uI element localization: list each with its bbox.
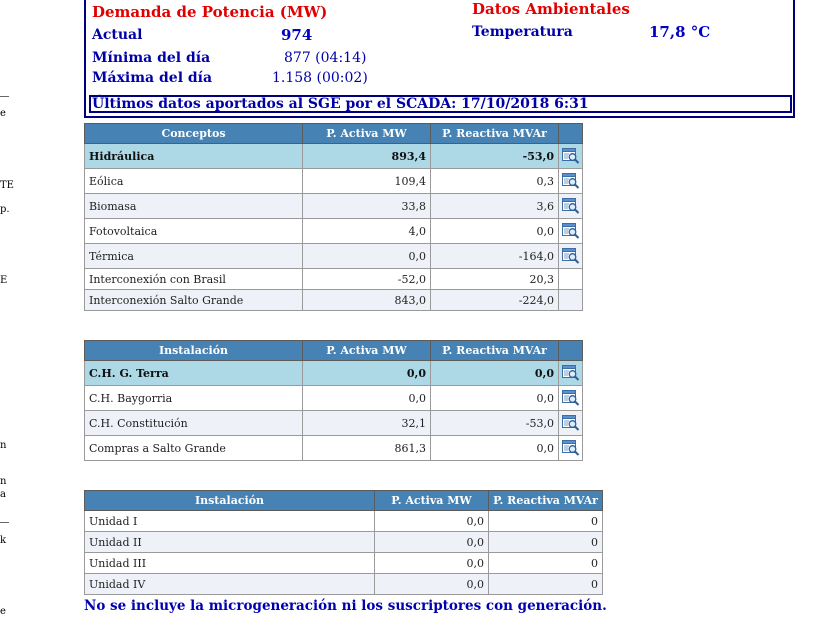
temperature-value: 17,8 °C (649, 23, 711, 41)
table-row (85, 269, 583, 290)
reactive-power: 0,0 (431, 436, 559, 461)
temperature-label: Temperatura (472, 24, 573, 40)
left-fragment-text: a (0, 489, 6, 500)
table-header-row (85, 341, 583, 361)
divider (0, 96, 9, 97)
table-row (85, 386, 583, 411)
empty-cell (559, 269, 583, 290)
generation-by-source-table (84, 123, 583, 311)
row-name: C.H. Constitución (85, 411, 303, 436)
active-power: 0,0 (375, 532, 489, 553)
active-power: 109,4 (303, 169, 431, 194)
reactive-power: 20,3 (431, 269, 559, 290)
min-label: Mínima del día (92, 50, 211, 66)
row-name: Compras a Salto Grande (85, 436, 303, 461)
detail-button[interactable] (559, 169, 583, 194)
reactive-power: -164,0 (431, 244, 559, 269)
row-name: Interconexión con Brasil (85, 269, 303, 290)
max-value: 1.158 (00:02) (272, 70, 368, 86)
row-name: Hidráulica (85, 144, 303, 169)
reactive-power: 0 (489, 532, 603, 553)
row-name: C.H. G. Terra (85, 361, 303, 386)
power-demand-summary (84, 0, 795, 118)
left-fragment-text: k (0, 535, 7, 546)
reactive-power: -224,0 (431, 290, 559, 311)
table-row (85, 244, 583, 269)
left-fragment-text: e (0, 108, 6, 119)
reactive-power: 0,3 (431, 169, 559, 194)
row-name: Unidad I (85, 511, 375, 532)
left-fragment-text: n (0, 440, 7, 451)
table-row (85, 194, 583, 219)
row-name: Térmica (85, 244, 303, 269)
min-value: 877 (04:14) (284, 50, 367, 66)
actual-label: Actual (92, 27, 143, 43)
column-header: P. Activa MW (375, 491, 489, 511)
actual-value: 974 (281, 26, 313, 44)
active-power: 843,0 (303, 290, 431, 311)
magnifier-table-icon[interactable] (562, 415, 580, 431)
column-header-empty (559, 341, 583, 361)
left-panel-fragment (0, 0, 20, 640)
reactive-power: -53,0 (431, 411, 559, 436)
row-name: Unidad IV (85, 574, 375, 595)
magnifier-table-icon[interactable] (562, 198, 580, 214)
table-row (85, 144, 583, 169)
active-power: 4,0 (303, 219, 431, 244)
row-name: Biomasa (85, 194, 303, 219)
left-fragment-text: E (0, 275, 8, 286)
active-power: 0,0 (303, 244, 431, 269)
table-row (85, 290, 583, 311)
row-name: Eólica (85, 169, 303, 194)
detail-button[interactable] (559, 436, 583, 461)
magnifier-table-icon[interactable] (562, 248, 580, 264)
active-power: 33,8 (303, 194, 431, 219)
detail-button[interactable] (559, 219, 583, 244)
reactive-power: 0,0 (431, 361, 559, 386)
detail-button[interactable] (559, 361, 583, 386)
table-header-row (85, 124, 583, 144)
active-power: 861,3 (303, 436, 431, 461)
left-fragment-text: p. (0, 204, 10, 215)
active-power: 0,0 (375, 553, 489, 574)
column-header: P. Reactiva MVAr (431, 124, 559, 144)
active-power: 0,0 (303, 361, 431, 386)
reactive-power: 0 (489, 553, 603, 574)
max-label: Máxima del día (92, 70, 213, 86)
demand-title: Demanda de Potencia (MW) (92, 3, 328, 21)
table-row (85, 436, 583, 461)
row-name: Unidad II (85, 532, 375, 553)
microgeneration-footnote: No se incluye la microgeneración ni los suscriptores con generación. (84, 598, 607, 614)
active-power: 0,0 (375, 511, 489, 532)
table-row (85, 361, 583, 386)
column-header: P. Activa MW (303, 124, 431, 144)
row-name: Fotovoltaica (85, 219, 303, 244)
magnifier-table-icon[interactable] (562, 365, 580, 381)
column-header-empty (559, 124, 583, 144)
divider (0, 522, 9, 523)
active-power: 0,0 (375, 574, 489, 595)
table-header-row (85, 491, 603, 511)
table-row (85, 219, 583, 244)
active-power: -52,0 (303, 269, 431, 290)
row-name: C.H. Baygorria (85, 386, 303, 411)
empty-cell (559, 290, 583, 311)
magnifier-table-icon[interactable] (562, 223, 580, 239)
column-header: P. Reactiva MVAr (489, 491, 603, 511)
table-row (85, 532, 603, 553)
left-fragment-text: n (0, 476, 7, 487)
reactive-power: -53,0 (431, 144, 559, 169)
active-power: 893,4 (303, 144, 431, 169)
reactive-power: 0,0 (431, 386, 559, 411)
table-row (85, 411, 583, 436)
left-fragment-text: e (0, 606, 6, 617)
column-header: P. Activa MW (303, 341, 431, 361)
row-name: Interconexión Salto Grande (85, 290, 303, 311)
magnifier-table-icon[interactable] (562, 173, 580, 189)
environment-title: Datos Ambientales (472, 0, 630, 18)
active-power: 0,0 (303, 386, 431, 411)
scada-update-banner: Últimos datos aportados al SGE por el SCADA: 17/10/2018 6:31 (89, 95, 792, 113)
magnifier-table-icon[interactable] (562, 390, 580, 406)
column-header: Conceptos (85, 124, 303, 144)
column-header: Instalación (85, 341, 303, 361)
table-row (85, 574, 603, 595)
detail-button[interactable] (559, 386, 583, 411)
table-row (85, 511, 603, 532)
reactive-power: 0 (489, 511, 603, 532)
table-row (85, 169, 583, 194)
magnifier-table-icon[interactable] (562, 440, 580, 456)
column-header: Instalación (85, 491, 375, 511)
row-name: Unidad III (85, 553, 375, 574)
magnifier-table-icon[interactable] (562, 148, 580, 164)
column-header: P. Reactiva MVAr (431, 341, 559, 361)
reactive-power: 0 (489, 574, 603, 595)
detail-button[interactable] (559, 194, 583, 219)
reactive-power: 3,6 (431, 194, 559, 219)
reactive-power: 0,0 (431, 219, 559, 244)
detail-button[interactable] (559, 411, 583, 436)
salto-grande-units-table (84, 490, 603, 595)
left-fragment-text: TE (0, 180, 14, 191)
detail-button[interactable] (559, 244, 583, 269)
hydro-installations-table (84, 340, 583, 461)
table-row (85, 553, 603, 574)
active-power: 32,1 (303, 411, 431, 436)
detail-button[interactable] (559, 144, 583, 169)
